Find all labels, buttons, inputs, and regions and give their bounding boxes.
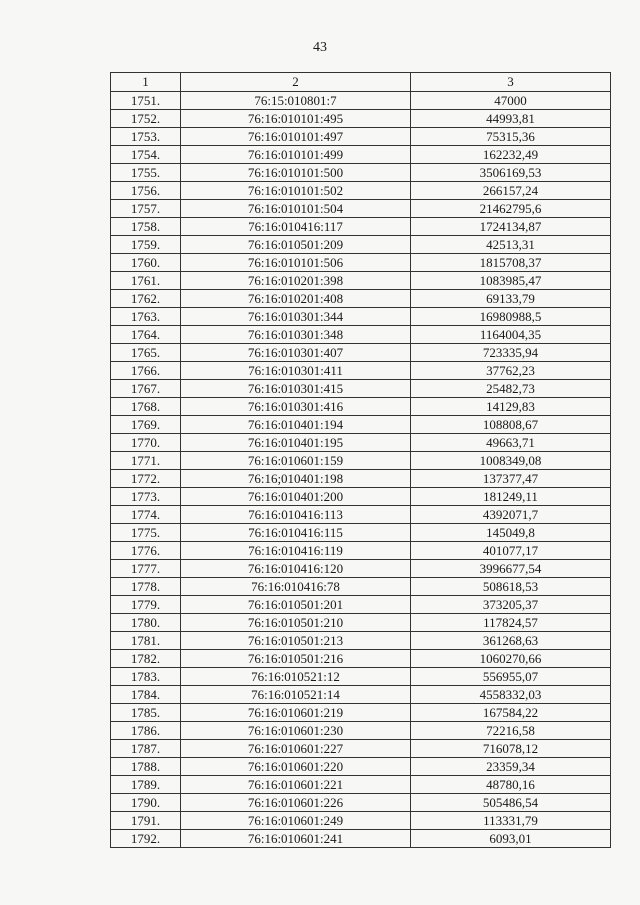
page-number: 43 [313, 40, 327, 55]
table-row [111, 92, 611, 110]
row-index-cell: 1772. [111, 470, 181, 488]
cadastral-number-cell: 76:16:010101:504 [181, 200, 411, 218]
value-cell: 556955,07 [411, 668, 611, 686]
cadastral-number-cell: 76:16:010101:506 [181, 254, 411, 272]
value-cell: 21462795,6 [411, 200, 611, 218]
row-index-cell: 1764. [111, 326, 181, 344]
cadastral-number-cell: 76:16:010521:12 [181, 668, 411, 686]
row-index-cell: 1755. [111, 164, 181, 182]
value-cell: 361268,63 [411, 632, 611, 650]
row-index-cell: 1792. [111, 830, 181, 848]
cadastral-number-cell: 76:16:010416:117 [181, 218, 411, 236]
cadastral-number-cell: 76:16:010501:201 [181, 596, 411, 614]
table-row [111, 668, 611, 686]
cadastral-number-cell: 76:16:010301:348 [181, 326, 411, 344]
table-row [111, 326, 611, 344]
value-cell: 1008349,08 [411, 452, 611, 470]
value-cell: 3996677,54 [411, 560, 611, 578]
row-index-cell: 1752. [111, 110, 181, 128]
row-index-cell: 1782. [111, 650, 181, 668]
value-cell: 48780,16 [411, 776, 611, 794]
row-index-cell: 1771. [111, 452, 181, 470]
table-row [111, 542, 611, 560]
row-index-cell: 1759. [111, 236, 181, 254]
row-index-cell: 1753. [111, 128, 181, 146]
table-row [111, 128, 611, 146]
row-index-cell: 1788. [111, 758, 181, 776]
value-cell: 69133,79 [411, 290, 611, 308]
cadastral-number-cell: 76:16:010601:220 [181, 758, 411, 776]
value-cell: 167584,22 [411, 704, 611, 722]
value-cell: 42513,31 [411, 236, 611, 254]
cadastral-number-cell: 76:16:010101:497 [181, 128, 411, 146]
value-cell: 49663,71 [411, 434, 611, 452]
table-row [111, 812, 611, 830]
value-cell: 401077,17 [411, 542, 611, 560]
value-cell: 1815708,37 [411, 254, 611, 272]
row-index-cell: 1758. [111, 218, 181, 236]
header-row [111, 73, 611, 92]
table-row [111, 578, 611, 596]
value-cell: 72216,58 [411, 722, 611, 740]
cadastral-number-cell: 76:16:010301:415 [181, 380, 411, 398]
value-cell: 1724134,87 [411, 218, 611, 236]
value-cell: 1083985,47 [411, 272, 611, 290]
row-index-cell: 1777. [111, 560, 181, 578]
table-row [111, 704, 611, 722]
table-row [111, 614, 611, 632]
table-row [111, 416, 611, 434]
row-index-cell: 1769. [111, 416, 181, 434]
row-index-cell: 1770. [111, 434, 181, 452]
row-index-cell: 1781. [111, 632, 181, 650]
cadastral-number-cell: 76:16;010401:198 [181, 470, 411, 488]
value-cell: 716078,12 [411, 740, 611, 758]
value-cell: 47000 [411, 92, 611, 110]
row-index-cell: 1780. [111, 614, 181, 632]
table-row [111, 776, 611, 794]
row-index-cell: 1789. [111, 776, 181, 794]
row-index-cell: 1785. [111, 704, 181, 722]
row-index-cell: 1766. [111, 362, 181, 380]
cadastral-number-cell: 76:16:010301:407 [181, 344, 411, 362]
table-row [111, 722, 611, 740]
cadastral-number-cell: 76:16:010416:120 [181, 560, 411, 578]
table-row [111, 596, 611, 614]
cadastral-number-cell: 76:16:010601:227 [181, 740, 411, 758]
value-cell: 1164004,35 [411, 326, 611, 344]
cadastral-number-cell: 76:16:010401:194 [181, 416, 411, 434]
row-index-cell: 1791. [111, 812, 181, 830]
row-index-cell: 1774. [111, 506, 181, 524]
table-row [111, 254, 611, 272]
table-row [111, 434, 611, 452]
cadastral-number-cell: 76:16:010501:210 [181, 614, 411, 632]
row-index-cell: 1784. [111, 686, 181, 704]
cadastral-number-cell: 76:16:010601:159 [181, 452, 411, 470]
table-row [111, 560, 611, 578]
table-row [111, 740, 611, 758]
table-row [111, 830, 611, 848]
value-cell: 108808,67 [411, 416, 611, 434]
row-index-cell: 1787. [111, 740, 181, 758]
cadastral-number-cell: 76:16:010601:249 [181, 812, 411, 830]
table-row [111, 146, 611, 164]
table-row [111, 452, 611, 470]
table-row [111, 164, 611, 182]
row-index-cell: 1761. [111, 272, 181, 290]
value-cell: 16980988,5 [411, 308, 611, 326]
column-header-cadastral-number: 2 [181, 73, 411, 92]
value-cell: 75315,36 [411, 128, 611, 146]
value-cell: 14129,83 [411, 398, 611, 416]
table-body [111, 92, 611, 848]
cadastral-number-cell: 76:16:010101:502 [181, 182, 411, 200]
cadastral-number-cell: 76:16:010416:115 [181, 524, 411, 542]
row-index-cell: 1756. [111, 182, 181, 200]
cadastral-number-cell: 76:16:010501:216 [181, 650, 411, 668]
value-cell: 44993,81 [411, 110, 611, 128]
row-index-cell: 1754. [111, 146, 181, 164]
row-index-cell: 1776. [111, 542, 181, 560]
table-row [111, 398, 611, 416]
cadastral-number-cell: 76:16:010601:221 [181, 776, 411, 794]
cadastral-number-cell: 76:16:010601:230 [181, 722, 411, 740]
cadastral-number-cell: 76:15:010801:7 [181, 92, 411, 110]
table-row [111, 236, 611, 254]
value-cell: 37762,23 [411, 362, 611, 380]
value-cell: 373205,37 [411, 596, 611, 614]
table-row [111, 758, 611, 776]
value-cell: 4392071,7 [411, 506, 611, 524]
row-index-cell: 1775. [111, 524, 181, 542]
value-cell: 723335,94 [411, 344, 611, 362]
cadastral-number-cell: 76:16:010601:241 [181, 830, 411, 848]
cadastral-number-cell: 76:16:010416:119 [181, 542, 411, 560]
table-header [111, 73, 611, 92]
table-row [111, 308, 611, 326]
row-index-cell: 1768. [111, 398, 181, 416]
row-index-cell: 1786. [111, 722, 181, 740]
value-cell: 3506169,53 [411, 164, 611, 182]
row-index-cell: 1760. [111, 254, 181, 272]
cadastral-number-cell: 76:16:010101:500 [181, 164, 411, 182]
cadastral-number-cell: 76:16:010501:213 [181, 632, 411, 650]
row-index-cell: 1751. [111, 92, 181, 110]
value-cell: 266157,24 [411, 182, 611, 200]
cadastral-number-cell: 76:16:010201:408 [181, 290, 411, 308]
table-row [111, 272, 611, 290]
row-index-cell: 1767. [111, 380, 181, 398]
cadastral-number-cell: 76:16:010201:398 [181, 272, 411, 290]
column-header-value: 3 [411, 73, 611, 92]
cadastral-number-cell: 76:16:010416:78 [181, 578, 411, 596]
table-row [111, 380, 611, 398]
cadastral-number-cell: 76:16:010501:209 [181, 236, 411, 254]
row-index-cell: 1779. [111, 596, 181, 614]
table-row [111, 632, 611, 650]
value-cell: 137377,47 [411, 470, 611, 488]
value-cell: 113331,79 [411, 812, 611, 830]
cadastral-number-cell: 76:16:010521:14 [181, 686, 411, 704]
cadastral-number-cell: 76:16:010601:226 [181, 794, 411, 812]
row-index-cell: 1762. [111, 290, 181, 308]
row-index-cell: 1783. [111, 668, 181, 686]
table-row [111, 362, 611, 380]
cadastral-number-cell: 76:16:010301:411 [181, 362, 411, 380]
value-cell: 505486,54 [411, 794, 611, 812]
value-cell: 181249,11 [411, 488, 611, 506]
row-index-cell: 1765. [111, 344, 181, 362]
table-row [111, 524, 611, 542]
cadastral-number-cell: 76:16:010601:219 [181, 704, 411, 722]
cadastral-number-cell: 76:16:010401:200 [181, 488, 411, 506]
table-row [111, 470, 611, 488]
row-index-cell: 1773. [111, 488, 181, 506]
table-row [111, 218, 611, 236]
row-index-cell: 1757. [111, 200, 181, 218]
table-row [111, 182, 611, 200]
cadastral-number-cell: 76:16:010301:344 [181, 308, 411, 326]
value-cell: 117824,57 [411, 614, 611, 632]
table-row [111, 200, 611, 218]
value-cell: 508618,53 [411, 578, 611, 596]
table-row [111, 290, 611, 308]
value-cell: 25482,73 [411, 380, 611, 398]
table-row [111, 344, 611, 362]
row-index-cell: 1763. [111, 308, 181, 326]
cadastral-number-cell: 76:16:010301:416 [181, 398, 411, 416]
row-index-cell: 1778. [111, 578, 181, 596]
cadastral-number-cell: 76:16:010101:499 [181, 146, 411, 164]
table-row [111, 488, 611, 506]
cadastral-number-cell: 76:16:010401:195 [181, 434, 411, 452]
value-cell: 145049,8 [411, 524, 611, 542]
table-row [111, 686, 611, 704]
table-row [111, 110, 611, 128]
value-cell: 162232,49 [411, 146, 611, 164]
registry-table [110, 72, 611, 848]
value-cell: 1060270,66 [411, 650, 611, 668]
value-cell: 23359,34 [411, 758, 611, 776]
cadastral-number-cell: 76:16:010101:495 [181, 110, 411, 128]
table-row [111, 506, 611, 524]
value-cell: 4558332,03 [411, 686, 611, 704]
column-header-index: 1 [111, 73, 181, 92]
cadastral-number-cell: 76:16:010416:113 [181, 506, 411, 524]
table-row [111, 794, 611, 812]
table-row [111, 650, 611, 668]
row-index-cell: 1790. [111, 794, 181, 812]
value-cell: 6093,01 [411, 830, 611, 848]
